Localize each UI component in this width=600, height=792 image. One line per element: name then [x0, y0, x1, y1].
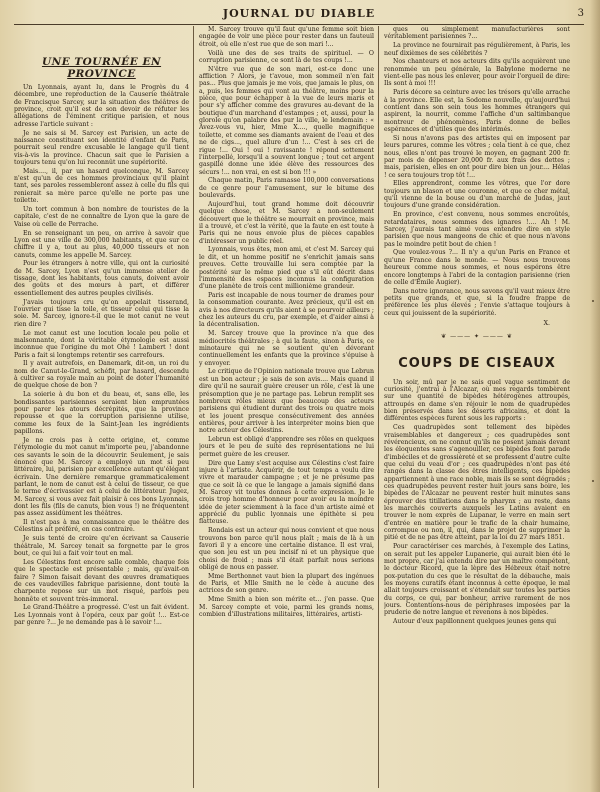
paragraph: Le mot canut est une locution locale peu polie et malsonnante, dont la véritable étymologie est aussi inconnue que l'origine du mot Ohé ! Lambert ! dont Paris a fait si longtemps retentir ses carrefours.: [14, 329, 189, 359]
paragraph: Un soir, mû par je ne sais quel vague sentiment de curiosité, j'entrai à l'Alcazar, où mes regards tombèrent sur une quantité de bipèdes hétérogènes attroupés, attroupés en dame s'en réjouir le nom de quadrupèdes bien préservés dans les déserts africains, et dont la différentes espèces furent sous les rapports :: [384, 378, 570, 423]
column-left: [14, 26, 189, 788]
paragraph: Un Lyonnais, ayant lu, dans le Progrès du 4 décembre, une reproduction de la Causerie théâtrale de Francisque Sarcey, sur la situation des théâtres de province, croit qu'il est de son devoir de réfuter les allégations de l'éminent critique parisien, et nous adresse l'article suivant :: [14, 84, 189, 128]
paragraph: Dire que Lamy s'est acquise aux Célestins c'est faire injure à l'artiste. Acquérir, de tout temps a voulu dire vivre et marauder campagne ; et je ne présume pas que ce soit là ce que le langage a jamais signifié dans M. Sarcey vit toutes donnes à cette expression. Je le crois trop homme d'honneur pour avoir eu la moindre idée de jeter sciemment à la face d'un artiste aimé et apprécié du public lyonnais une épithète si peu flatteuse.: [199, 459, 374, 526]
page-edge-shadow: [590, 0, 600, 792]
paragraph: Rondais est un acteur qui nous convient et que nous trouvons bon parce qu'il nous plaît ; mais de là à un favori il y a encore une certaine distance. Il est vrai, que son jeu est un peu incisif ni et un physique que choisi de froid ; mais s'il était parfait nous serions obligé de nous en passer.: [199, 527, 374, 571]
paragraph: Lebrun est obligé d'apprendre ses rôles en quelques jours et le peu de suite des représentations ne lui permet guère de les creuser.: [199, 436, 374, 458]
paragraph: Dans notre ignorance, nous savons qu'il vaut mieux être petits que grands, et que, si la foudre frappe de préférence les plus élevés ; l'envie s'attaque toujours à ceux qui jouissent de la supériorité.: [384, 287, 570, 317]
paragraph: Je ne sais si M. Sarcey est Parisien, un acte de naissance constituant son identité d'enfant de Paris, pourrait seul rendre excusable le langage qu'il tient vis-à-vis la province. Chacun sait que le Parisien a toujours tenu qu'on lui reconnût une supériorité.: [14, 129, 189, 166]
page-number: 3: [577, 8, 584, 19]
paragraph: Il n'est pas à ma connaissance que le théâtre des Célestins ait préféré, en cas contraire.: [14, 519, 189, 534]
article-signature: X.: [543, 320, 550, 328]
paragraph: Que voulez-vous ?... Il n'y a qu'un Paris en France et qu'une France dans le monde. — Nous nous trouvons heureux comme nous sommes, et nous espérons être encore longtemps à l'abri de la contagion parisienne (rien de celle d'Émile Augier).: [384, 249, 570, 286]
column-right: [384, 26, 570, 788]
paragraph: Elles apprendront, comme les vôtres, que l'or dore toujours un blason et une couronne, et que ce cher métal, qu'il vienne de la bouse ou d'un marché de Judas, jaut toujours d'une grande considération.: [384, 180, 570, 210]
paragraph: Lyonnais, vous êtes, mon ami, et c'est M. Sarcey qui le dit, et un homme positif ne s'enrichit jamais sans preuves. Cette trouvaille lui sera comptée par la postérité sur le même pied que s'il eût décrit dans l'immensité des espaces inconnus la configuration d'une planète de trois cent millionième grandeur.: [199, 246, 374, 291]
paragraph: En province, c'est convenu, nous sommes encroûtés, retardataires, nous sommes des ignares !.... Ah ! M. Sarcey, j'aurais tant aimé vous entendre dire en style parisien que nous mangeons de chic et que nous n'avons pas le moindre petit bout de chien !: [384, 211, 570, 248]
paragraph: Mais...., il, par un hasard quelconque, M. Sarcey n'est qu'un de ces hommes provinciaux qu'il plaint tant, ses paroles ressembleront assez à celle du fils qui renierait sa mère parce qu'elle ne porte pas une toilette.: [14, 167, 189, 205]
section-ornament: ❦ ——— ✦ ——— ❦: [441, 333, 513, 341]
paragraph: Mme Berthonnet vaut bien la plupart des ingénues de Paris, et Mlle Smith ne le cède à aucune des actrices de son genre.: [199, 572, 374, 595]
paragraph: En se renseignant un peu, on arrive à savoir que Lyon est une ville de 300,000 habitants, et que sur ce chiffre il y a, tout au plus, 40,000 tisseurs et non canuts, comme les appelle M. Sarcey.: [14, 229, 189, 259]
paragraph: La province ne fournirait pas régulièrement, à Paris, les neuf dixièmes de ses célébrités ?: [384, 42, 570, 57]
paragraph: Je suis tenté de croire qu'en écrivant sa Causerie théâtrale, M. Sarcey tenait sa forgnette par le gros bout, ce qui lui a fait voir tout en mal.: [14, 535, 189, 557]
column-rule: [193, 26, 194, 788]
paragraph: M. Sarcey trouve que la province n'a que des médiocrités théâtrales ; à qui la faute, sinon à Paris, ce minotaure qui ne se soutient qu'en dévorant continuellement les enfants que la province s'épuise à y envoyer.: [199, 330, 374, 367]
paragraph: ques ou simplement manufacturières sont véritablement parisiennes ?...: [384, 26, 570, 41]
paragraph: Nos chanteurs et nos acteurs dits qu'ils acquièrent une renommée un peu générale, la Babylone moderne ne vient-elle pas nous les enlever, pour avoir l'orgueil de dire: Ils sont à moi !!!: [384, 58, 570, 88]
paragraph: Les Célestins font encore salle comble, chaque fois que le spectacle est présentable ; mais, qu'avait-on faire ? Simon faisait devant des œuvres dramatiques de ces vaudevilles fabrique parisienne, dont toute la charpente repose sur un mot risqué, parfois peu honnête et souvent très-immoral.: [14, 558, 189, 603]
article-body: [14, 84, 189, 626]
paragraph: Paris est incapable de nous tourner de drames pour la consommation courante. Avez précieux, qu'il est en avis à nos directeurs qu'ils aient à se pourvoir ailleurs ; chez les auteurs du cru, par exemple, et d'aider ainsi à la décentralisation.: [199, 292, 374, 329]
paragraph: Il y avait autrefois, en Danemark, dit-on, un roi du nom de Canut-le-Grand, schéfit, par hasard, descendu à cultiver sa royale main au point de doter l'humanité de quelque chose de bon ?: [14, 360, 189, 390]
paragraph: M. Sarcey trouve qu'il faut qu'une femme soit bien engagée de voir une pièce pour rester dans un fauteuil étroit, où elle n'est rue que de son mari !...: [199, 26, 374, 48]
article-body: [384, 26, 570, 317]
paragraph: Pour caractériser ces marchés, à l'exemple des Latins, on serait put les appeler Lupanerie, qui aurait bien été le mot propre, car j'ai entendu dire par un maître compétent, le docteur Ricord, que la lèpre des Hébreux était notre pox-putation du ces que le résultat de la débauche, mais les moyens curatifs étant inconnus à cette époque, le mal allait toujours croissant et s'étendait sur toutes les parties du corps, ce qui, par bonheur, arrive rarement de nos jours. Contentions-nous de périphrases imposées par la pruderie de notre langue et revenons à nos bipèdes.: [384, 543, 570, 617]
column-rule: [378, 26, 379, 788]
page-header: [14, 6, 584, 25]
journal-title: JOURNAL DU DIABLE: [222, 7, 376, 20]
paragraph: Pour les étrangers à notre ville, qui ont la curiosité de M. Sarcey, Lyon n'est qu'un immense atelier de tissage, dont les habitants, tous canuts, doivent avoir des goûts et des mœurs à part, et différer essentiellement des autres peuples civilisés.: [14, 260, 189, 297]
binding-hole: [592, 480, 594, 482]
paragraph: N'être vue que de son mari, est-ce donc une affliction ? Alors, je t'avoue, mon sommeil n'en fait pas... Plus que jamais je me vois, que jamais le plus, on a, puis, les femmes qui vont au théâtre, moins pour la pièce, que pour échapper à la vue de leurs maris et pour s'y afficher comme des gravures au-devant de la boutique d'un marchand d'estampes ; et, aussi, pour la glorole qu'on palabre des pur la ville, le lendemain : « Avez-vous vu, hier, Mme X...., quelle magnifique toilette, et comme ses diamants avaient de l'eau et des ne de cigs..., quel allure d'un !... C'est à ses cri de rigue !... Oui ! oui ! ravissante ! répond sottement l'interpellé, lorsqu'il a souvent longue ; tout cet argent gaspillé donne une idée élève des ressources des sécurs !... non vrai, en est si bon !!! »: [199, 65, 374, 176]
paragraph: Autour d'eux papillonnent quelques jeunes gens qui: [393, 618, 557, 626]
paragraph: Je ne crois pas à cette origine, et, comme l'étymologie du mot canut m'importe peu, j'abandonne ces savants le soin de la découvrir. Seulement, je sais énoncé que M. Sarcey a employé un mot si peu littéraire, lui, parisien par excellence autant qu'élégant écrivain. Une dernière remarque grammaticalement parlant, le nom de canut est à celui de tisseur, ce que le terme d'écrivassier est à celui de littérateur. Jugez, M. Sarcey, si vous avez fait plaisir à ces bons Lyonnais, dont les fils (fils de canuts, bien vous !) ne fréquentent pas assez assidûment les théâtres.: [14, 436, 189, 518]
paragraph: Si nous n'avons pas des artistes qui en imposent par leurs parures, comme les vôtres ; cela tient à ce que, chez nous, elles n'ont pas trouvé le moyen, en gagnant 200 fr. par mois de dépenser 20,000 fr. aux frais des dettes ; mais, parisien, elles en ont pour dire bien un jour.... Hélas ! ce sera toujours trop tôt !...: [384, 134, 570, 179]
column-middle: [199, 26, 374, 788]
article-title: UNE TOURNÉE EN PROVINCE: [41, 56, 162, 80]
paragraph: Chaque matin, Paris ramasse 100,000 conversations de ce genre pour l'amusement, sur le bitume des boulevards.: [199, 177, 374, 200]
paragraph: Ces quadrupèdes sont tellement des bipèdes vraisemblables et dangereux ; ces quadrupèdes sont révérencieux, on ne connut qu'ils ne posent jamais devant les éloquentes sans s'agenouiller, ces bipèdes font parade d'imbéciles et de grossièreté et se professent d'autre culte que celui du veau d'or ; ces quadrupèdes n'ont pas été rangés dans la classe des êtres intelligents, ces bipèdes appartiennent à une race noble, mais ils se sont dégradés ; ces quadrupèdes peuvent rester huit jours sans boire, les bipèdes de l'Alcazar ne peuvent rester huit minutes sans éprouver des titillations dans le pharynx ; au reste, dans les marchés couverts auxquels les Latins avaient en trouver le nom exprès de Lupanar, le verre en main sert d'entrée en matière pour le trafic de la chair humaine, corrompue ou non, il, qui, dans le projet de supprimer la pitié et de ne pas être atteint, par la loi du 27 mars 1851.: [384, 424, 570, 542]
paragraph: Aujourd'hui, tout grand homme doit découvrir quelque chose, et M. Sarcey a non-seulement découvert que le théâtre se mourrait en province, mais il a trouvé, et c'est la vérité, que la faute en est toute à Paris qui ne nous envoie plus de pièces capables d'intéresser un public réel.: [199, 200, 374, 245]
paragraph: Voilà une des de ses traits de spirituel. — O corruption parisienne, ce sont là de tes coups !...: [199, 49, 374, 64]
paragraph: J'avais toujours cru qu'on appelait tisserand, l'ouvrier qui tisse la toile, et tisseur celui qui tisse la soie. M. Sarcey, ignore-t-il que le mot canut ne veut rien dire ?: [14, 298, 189, 328]
paragraph: Le critique de l'Opinion nationale trouve que Lebrun est un bon acteur ; je sais de son avis.... Mais quand il dire qu'il ne saurait guère creuser un rôle, c'est là une présomption que je ne partage pas. Lebrun remplit ses nombreux rôles mieux que beaucoup des acteurs parisiens qui étudient durant des trois ou quatre mois et les jouent presque consécutivement des années entières, pour arriver à les interpréter moins bien que notre acteur des Célestins.: [199, 368, 374, 435]
binding-hole: [592, 300, 594, 302]
paragraph: Le Grand-Théâtre a progressé. C'est un fait évident. Les Lyonnais vont à l'opéra, ceux par goût !... Est-ce par genre ?... Je ne demande pas à le savoir !...: [14, 604, 189, 627]
paragraph: Mme Smith a bien son mérite et... j'en passe. Que M. Sarcey compte et voie, parmi les grands noms, combien d'illustrations militaires, littéraires, artisti-: [199, 596, 374, 618]
paragraph: La soierie à du bon et du beau, et, sans elle, les bondissantes parisiennes seraient bien empruntées pour parer les atours décrépités, que la province repousse et que la corruption parisienne utilise, comme les feux de la Saint-Jean les ingrédients papillons.: [14, 391, 189, 435]
article-body: [384, 379, 570, 626]
paragraph: Paris décore sa ceinture avec les trésors qu'elle arrache à la province. Elle est, la Sodome nouvelle, qu'aujourd'hui contient dans son sein tous les hommes étrangers qui aspirent, la nourrit, comme l'affiche d'un saltimbanque montreur de phénomènes, Paris donne de belles espérances et d'utiles que des intérimés.: [384, 89, 570, 133]
article-body: [199, 26, 374, 618]
paragraph: Un tort commun à bon nombre de touristes de la capitale, c'est de ne connaître de Lyon que la gare de Vaise où celle de Perrache.: [14, 206, 189, 228]
article-title: COUPS DE CISEAUX: [398, 355, 556, 371]
